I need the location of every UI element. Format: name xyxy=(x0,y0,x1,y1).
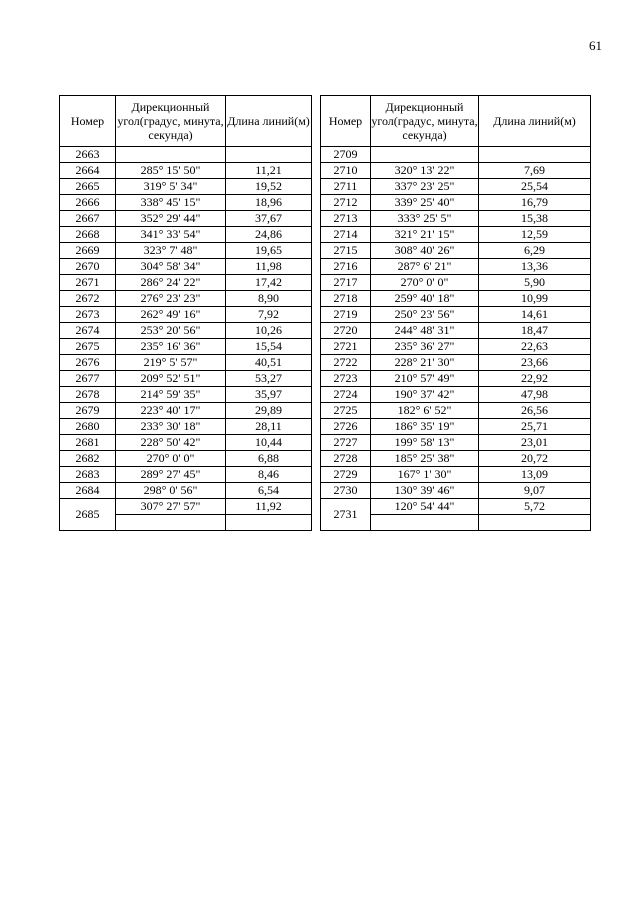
empty-cell xyxy=(479,147,591,163)
line-length-cell: 10,99 xyxy=(479,291,591,307)
line-length-cell: 11,92 xyxy=(226,499,312,515)
line-length-cell: 9,07 xyxy=(479,483,591,499)
direction-angle-cell: 339° 25' 40" xyxy=(371,195,479,211)
empty-cell xyxy=(226,147,312,163)
point-number-cell: 2675 xyxy=(60,339,116,355)
direction-angle-cell: 228° 50' 42" xyxy=(116,435,226,451)
point-number-cell: 2685 xyxy=(60,499,116,531)
direction-angle-cell: 338° 45' 15" xyxy=(116,195,226,211)
point-number-cell: 2729 xyxy=(321,467,371,483)
direction-angle-cell: 120° 54' 44" xyxy=(371,499,479,515)
direction-angle-cell: 253° 20' 56" xyxy=(116,323,226,339)
point-number-cell: 2712 xyxy=(321,195,371,211)
direction-angle-cell: 341° 33' 54" xyxy=(116,227,226,243)
table-row xyxy=(321,147,591,163)
point-number-cell: 2710 xyxy=(321,163,371,179)
point-number-cell: 2711 xyxy=(321,179,371,195)
direction-angle-cell: 308° 40' 26" xyxy=(371,243,479,259)
line-length-cell: 20,72 xyxy=(479,451,591,467)
direction-angle-cell: 244° 48' 31" xyxy=(371,323,479,339)
direction-angle-cell: 210° 57' 49" xyxy=(371,371,479,387)
line-length-cell: 16,79 xyxy=(479,195,591,211)
direction-angle-cell: 223° 40' 17" xyxy=(116,403,226,419)
line-length-cell: 53,27 xyxy=(226,371,312,387)
line-length-cell: 26,56 xyxy=(479,403,591,419)
line-length-cell: 22,63 xyxy=(479,339,591,355)
direction-angle-cell: 185° 25' 38" xyxy=(371,451,479,467)
line-length-cell: 35,97 xyxy=(226,387,312,403)
direction-angle-cell: 209° 52' 51" xyxy=(116,371,226,387)
line-length-cell: 5,72 xyxy=(479,499,591,515)
direction-angle-cell: 289° 27' 45" xyxy=(116,467,226,483)
empty-cell xyxy=(371,515,479,531)
line-length-cell: 6,54 xyxy=(226,483,312,499)
point-number-cell: 2666 xyxy=(60,195,116,211)
left-coordinates-table xyxy=(59,95,312,531)
direction-angle-cell: 228° 21' 30" xyxy=(371,355,479,371)
point-number-cell: 2664 xyxy=(60,163,116,179)
direction-angle-cell: 276° 23' 23" xyxy=(116,291,226,307)
line-length-cell: 12,59 xyxy=(479,227,591,243)
line-length-cell: 13,36 xyxy=(479,259,591,275)
point-number-cell: 2717 xyxy=(321,275,371,291)
direction-angle-cell: 333° 25' 5" xyxy=(371,211,479,227)
direction-angle-cell: 186° 35' 19" xyxy=(371,419,479,435)
direction-angle-cell: 235° 16' 36" xyxy=(116,339,226,355)
empty-cell xyxy=(371,147,479,163)
empty-cell xyxy=(479,515,591,531)
point-number-cell: 2721 xyxy=(321,339,371,355)
direction-angle-cell: 270° 0' 0" xyxy=(116,451,226,467)
line-length-cell: 47,98 xyxy=(479,387,591,403)
line-length-cell: 19,65 xyxy=(226,243,312,259)
empty-cell xyxy=(116,515,226,531)
direction-angle-cell: 307° 27' 57" xyxy=(116,499,226,515)
table-row xyxy=(60,147,312,163)
line-length-cell: 18,96 xyxy=(226,195,312,211)
point-number-cell: 2727 xyxy=(321,435,371,451)
line-length-cell: 17,42 xyxy=(226,275,312,291)
line-length-cell: 8,90 xyxy=(226,291,312,307)
point-number-cell: 2722 xyxy=(321,355,371,371)
direction-angle-cell: 337° 23' 25" xyxy=(371,179,479,195)
line-length-cell: 11,98 xyxy=(226,259,312,275)
direction-angle-cell: 233° 30' 18" xyxy=(116,419,226,435)
direction-angle-cell: 214° 59' 35" xyxy=(116,387,226,403)
direction-angle-cell: 321° 21' 15" xyxy=(371,227,479,243)
point-number-cell: 2715 xyxy=(321,243,371,259)
direction-angle-cell: 304° 58' 34" xyxy=(116,259,226,275)
point-number-cell: 2673 xyxy=(60,307,116,323)
line-length-cell: 5,90 xyxy=(479,275,591,291)
point-number-cell: 2713 xyxy=(321,211,371,227)
right-coordinates-table xyxy=(320,95,591,531)
page-number: 61 xyxy=(589,38,602,53)
direction-angle-cell: 319° 5' 34" xyxy=(116,179,226,195)
header-direction-angle: Дирекционный угол(градус, минута, секунда) xyxy=(116,96,226,147)
line-length-cell: 8,46 xyxy=(226,467,312,483)
empty-cell xyxy=(226,515,312,531)
point-number-cell: 2670 xyxy=(60,259,116,275)
line-length-cell: 11,21 xyxy=(226,163,312,179)
point-number-cell: 2726 xyxy=(321,419,371,435)
line-length-cell: 18,47 xyxy=(479,323,591,339)
point-number-cell: 2724 xyxy=(321,387,371,403)
direction-angle-cell: 182° 6' 52" xyxy=(371,403,479,419)
direction-angle-cell: 219° 5' 57" xyxy=(116,355,226,371)
empty-cell xyxy=(116,147,226,163)
point-number-cell: 2663 xyxy=(60,147,116,163)
point-number-cell: 2681 xyxy=(60,435,116,451)
point-number-cell: 2679 xyxy=(60,403,116,419)
point-number-cell: 2716 xyxy=(321,259,371,275)
point-number-cell: 2728 xyxy=(321,451,371,467)
line-length-cell: 22,92 xyxy=(479,371,591,387)
point-number-cell: 2668 xyxy=(60,227,116,243)
direction-angle-cell: 167° 1' 30" xyxy=(371,467,479,483)
line-length-cell: 25,71 xyxy=(479,419,591,435)
line-length-cell: 29,89 xyxy=(226,403,312,419)
point-number-cell: 2678 xyxy=(60,387,116,403)
line-length-cell: 25,54 xyxy=(479,179,591,195)
header-number: Номер xyxy=(60,96,116,147)
direction-angle-cell: 287° 6' 21" xyxy=(371,259,479,275)
point-number-cell: 2718 xyxy=(321,291,371,307)
line-length-cell: 13,09 xyxy=(479,467,591,483)
point-number-cell: 2667 xyxy=(60,211,116,227)
point-number-cell: 2677 xyxy=(60,371,116,387)
direction-angle-cell: 190° 37' 42" xyxy=(371,387,479,403)
header-direction-angle: Дирекционный угол(градус, минута, секунда) xyxy=(371,96,479,147)
direction-angle-cell: 235° 36' 27" xyxy=(371,339,479,355)
point-number-cell: 2714 xyxy=(321,227,371,243)
header-line-length: Длина линий(м) xyxy=(226,96,312,147)
point-number-cell: 2730 xyxy=(321,483,371,499)
point-number-cell: 2674 xyxy=(60,323,116,339)
point-number-cell: 2671 xyxy=(60,275,116,291)
point-number-cell: 2725 xyxy=(321,403,371,419)
direction-angle-cell: 298° 0' 56" xyxy=(116,483,226,499)
line-length-cell: 14,61 xyxy=(479,307,591,323)
point-number-cell: 2731 xyxy=(321,499,371,531)
direction-angle-cell: 352° 29' 44" xyxy=(116,211,226,227)
line-length-cell: 23,66 xyxy=(479,355,591,371)
direction-angle-cell: 250° 23' 56" xyxy=(371,307,479,323)
point-number-cell: 2683 xyxy=(60,467,116,483)
line-length-cell: 15,38 xyxy=(479,211,591,227)
direction-angle-cell: 270° 0' 0" xyxy=(371,275,479,291)
line-length-cell: 28,11 xyxy=(226,419,312,435)
line-length-cell: 10,26 xyxy=(226,323,312,339)
line-length-cell: 24,86 xyxy=(226,227,312,243)
point-number-cell: 2682 xyxy=(60,451,116,467)
line-length-cell: 6,29 xyxy=(479,243,591,259)
line-length-cell: 10,44 xyxy=(226,435,312,451)
direction-angle-cell: 285° 15' 50" xyxy=(116,163,226,179)
line-length-cell: 6,88 xyxy=(226,451,312,467)
point-number-cell: 2720 xyxy=(321,323,371,339)
line-length-cell: 23,01 xyxy=(479,435,591,451)
direction-angle-cell: 262° 49' 16" xyxy=(116,307,226,323)
line-length-cell: 37,67 xyxy=(226,211,312,227)
point-number-cell: 2676 xyxy=(60,355,116,371)
line-length-cell: 40,51 xyxy=(226,355,312,371)
point-number-cell: 2669 xyxy=(60,243,116,259)
direction-angle-cell: 259° 40' 18" xyxy=(371,291,479,307)
direction-angle-cell: 286° 24' 22" xyxy=(116,275,226,291)
point-number-cell: 2684 xyxy=(60,483,116,499)
line-length-cell: 19,52 xyxy=(226,179,312,195)
direction-angle-cell: 130° 39' 46" xyxy=(371,483,479,499)
header-number: Номер xyxy=(321,96,371,147)
header-line-length: Длина линий(м) xyxy=(479,96,591,147)
point-number-cell: 2672 xyxy=(60,291,116,307)
line-length-cell: 15,54 xyxy=(226,339,312,355)
line-length-cell: 7,92 xyxy=(226,307,312,323)
direction-angle-cell: 323° 7' 48" xyxy=(116,243,226,259)
line-length-cell: 7,69 xyxy=(479,163,591,179)
point-number-cell: 2709 xyxy=(321,147,371,163)
point-number-cell: 2680 xyxy=(60,419,116,435)
point-number-cell: 2665 xyxy=(60,179,116,195)
direction-angle-cell: 199° 58' 13" xyxy=(371,435,479,451)
point-number-cell: 2723 xyxy=(321,371,371,387)
point-number-cell: 2719 xyxy=(321,307,371,323)
direction-angle-cell: 320° 13' 22" xyxy=(371,163,479,179)
